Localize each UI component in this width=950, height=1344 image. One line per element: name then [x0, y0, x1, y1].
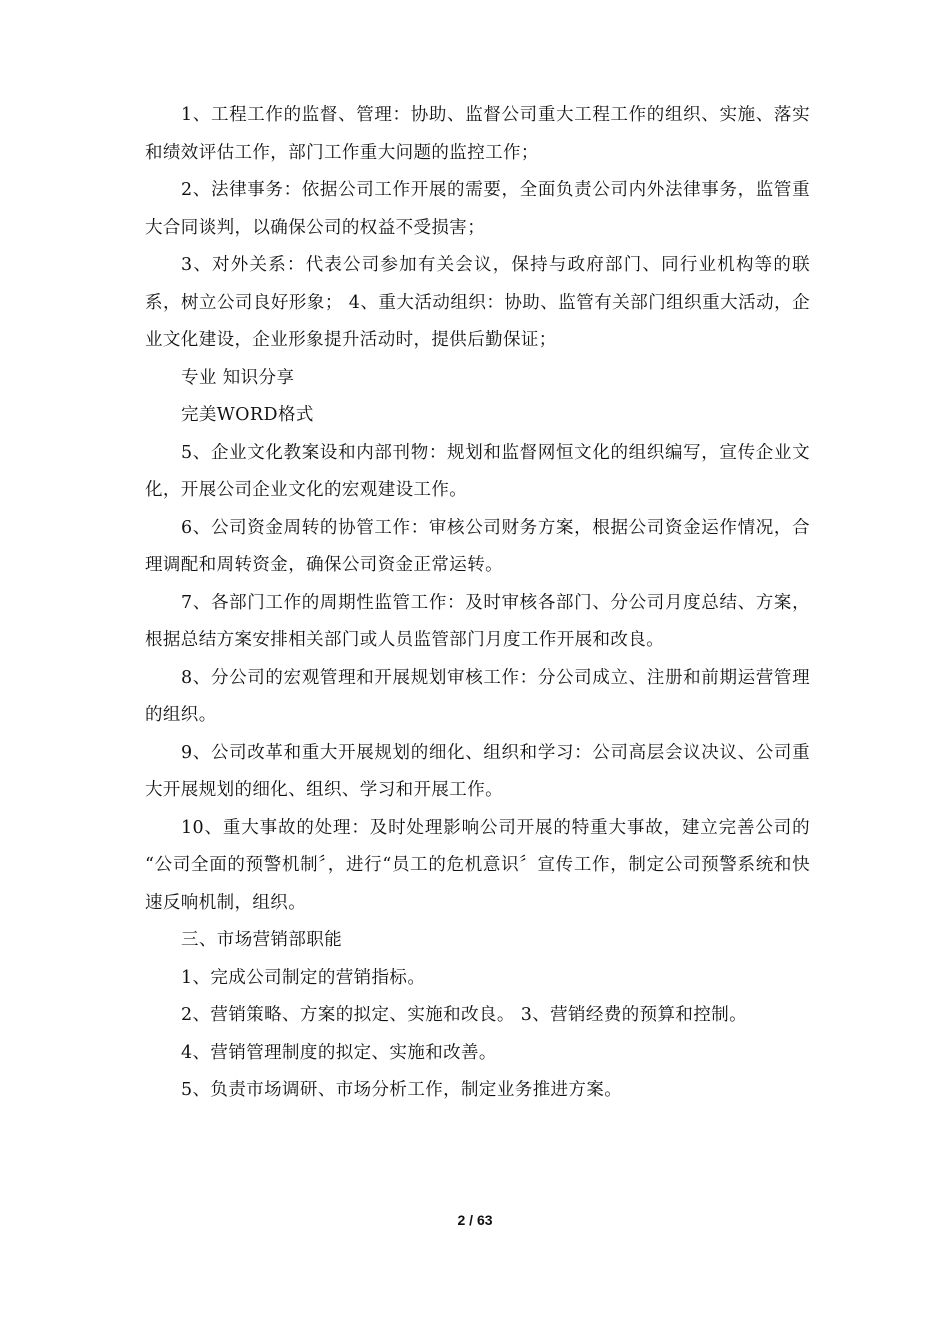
paragraph: 10、重大事故的处理：及时处理影响公司开展的特重大事故，建立完善公司的 “公司全面的预警机制〞，进行“员工的危机意识〞宣传工作，制定公司预警系统和快速反响机制，组织。: [145, 817, 810, 913]
paragraph: 2、法律事务：依据公司工作开展的需要，全面负责公司内外法律事务，监管重大合同谈判，以确保公司的权益不受损害；: [145, 180, 810, 238]
paragraph: 1、工程工作的监督、管理：协助、监督公司重大工程工作的组织、实施、落实和绩效评估工作，部门工作重大问题的监控工作；: [145, 105, 810, 163]
document-body: [145, 97, 810, 1110]
paragraph: 2、营销策略、方案的拟定、实施和改良。 3、营销经费的预算和控制。: [181, 1005, 748, 1025]
paragraph: 8、分公司的宏观管理和开展规划审核工作：分公司成立、注册和前期运营管理的组织。: [145, 667, 810, 725]
paragraph: 6、公司资金周转的协管工作：审核公司财务方案，根据公司资金运作情况，合理调配和周转资金，确保公司资金正常运转。: [145, 517, 810, 575]
paragraph: 7、各部门工作的周期性监管工作：及时审核各部门、分公司月度总结、方案，根据总结方案安排相关部门或人员监管部门月度工作开展和改良。: [145, 592, 810, 650]
paragraph: 5、企业文化教案设和内部刊物：规划和监督网恒文化的组织编写，宣传企业文化，开展公司企业文化的宏观建设工作。: [145, 442, 810, 500]
page-number: 2 / 63: [457, 1212, 493, 1228]
paragraph: 3、对外关系：代表公司参加有关会议，保持与政府部门、同行业机构等的联系，树立公司良好形象； 4、重大活动组织：协助、监管有关部门组织重大活动，企业文化建设，企业形象提升活动时，提供后勤保证；: [145, 255, 810, 350]
paragraph: 4、营销管理制度的拟定、实施和改善。: [181, 1042, 497, 1063]
paragraph: 1、完成公司制定的营销指标。: [181, 967, 426, 988]
paragraph: 专业 知识分享: [181, 367, 295, 388]
paragraph: 完美WORD格式: [181, 405, 314, 425]
paragraph: 5、负责市场调研、市场分析工作，制定业务推进方案。: [181, 1080, 623, 1100]
paragraph: 9、公司改革和重大开展规划的细化、组织和学习：公司高层会议决议、公司重大开展规划的细化、组织、学习和开展工作。: [145, 742, 810, 800]
section-heading: 三、市场营销部职能: [181, 930, 343, 950]
